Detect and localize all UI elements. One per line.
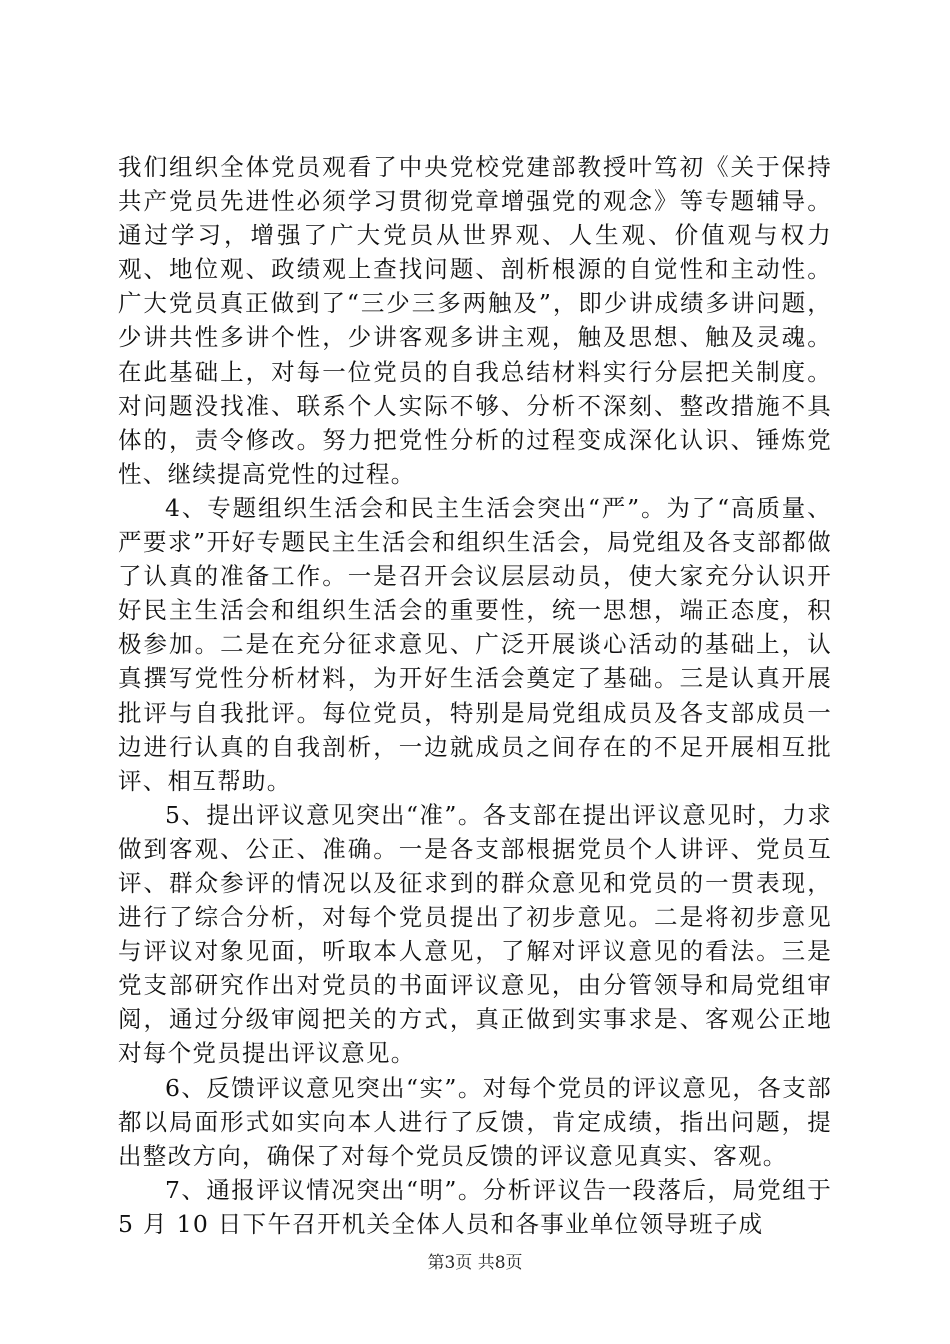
page-number-footer: 第3页 共8页 [427,1253,523,1273]
paragraph-item-7: 7、通报评议情况突出“明”。分析评议告一段落后，局党组于 5 月 10 日下午召开机关全体人员和各事业单位领导班子成 [118,1175,832,1238]
paragraph-item-4: 4、专题组织生活会和民主生活会突出“严”。为了“高质量、严要求”开好专题民主生活会和组织生活会，局党组及各支部都做了认真的准备工作。一是召开会议层层动员，使大家充分认识开好民主生活会和组织生活会的重要性，统一思想，端正态度，积极参加。二是在充分征求意见、广泛开展谈心活动的基础上，认真撰写党性分析材料，为开好生活会奠定了基础。三是认真开展批评与自我批评。每位党员，特别是局党组成员及各支部成员一边进行认真的自我剖析，一边就成员之间存在的不足开展相互批评、相互帮助。 [118,493,832,795]
paragraph-item-6: 6、反馈评议意见突出“实”。对每个党员的评议意见，各支部都以局面形式如实向本人进行了反馈，肯定成绩，指出问题，提出整改方向，确保了对每个党员反馈的评议意见真实、客观。 [118,1073,832,1170]
paragraph-continuation: 我们组织全体党员观看了中央党校党建部教授叶笃初《关于保持共产党员先进性必须学习贯彻党章增强党的观念》等专题辅导。通过学习，增强了广大党员从世界观、人生观、价值观与权力观、地位观、政绩观上查找问题、剖析根源的自觉性和主动性。广大党员真正做到了“三少三多两触及”，即少讲成绩多讲问题，少讲共性多讲个性，少讲客观多讲主观，触及思想、触及灵魂。在此基础上，对每一位党员的自我总结材料实行分层把关制度。对问题没找准、联系个人实际不够、分析不深刻、整改措施不具体的，责令修改。努力把党性分析的过程变成深化认识、锤炼党性、继续提高党性的过程。 [118,153,832,488]
paragraph-item-5: 5、提出评议意见突出“准”。各支部在提出评议意见时，力求做到客观、公正、准确。一是各支部根据党员个人讲评、党员互评、群众参评的情况以及征求到的群众意见和党员的一贯表现，进行了综合分析，对每个党员提出了初步意见。二是将初步意见与评议对象见面，听取本人意见，了解对评议意见的看法。三是党支部研究作出对党员的书面评议意见，由分管领导和局党组审阅，通过分级审阅把关的方式，真正做到实事求是、客观公正地对每个党员提出评议意见。 [118,800,832,1068]
document-body [118,150,832,1241]
